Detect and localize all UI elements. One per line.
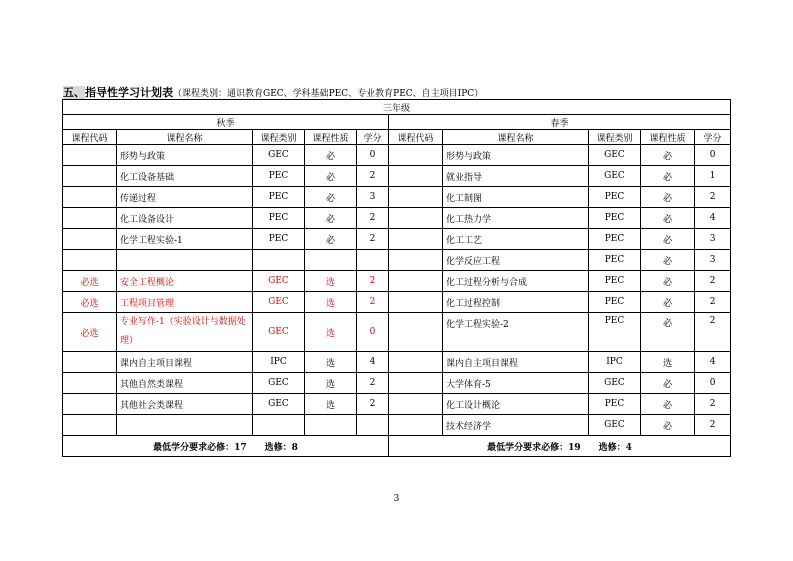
section-subtitle: （课程类别：通识教育GEC、学科基础PEC、专业教育PEC、自主项目IPC） [173, 89, 484, 99]
autumn-type-cell [253, 415, 305, 436]
autumn-type-cell: GEC [253, 373, 305, 394]
spring-name-cell: 化工工艺 [443, 229, 589, 250]
spring-type-cell: GEC [589, 373, 641, 394]
spring-nature-cell: 必 [641, 271, 695, 292]
col-header-name: 课程名称 [443, 130, 589, 145]
spring-type-cell: PEC [589, 250, 641, 271]
autumn-name-cell: 课内自主项目课程 [117, 352, 253, 373]
autumn-name-cell: 其他自然类课程 [117, 373, 253, 394]
autumn-code-cell [63, 415, 117, 436]
col-header-nature: 课程性质 [641, 130, 695, 145]
autumn-type-cell [253, 250, 305, 271]
spring-credit-cell: 0 [695, 145, 731, 166]
spring-nature-cell: 必 [641, 166, 695, 187]
autumn-name-cell: 传递过程 [117, 187, 253, 208]
autumn-credit-cell: 2 [357, 166, 389, 187]
autumn-name-cell: 化学工程实验-1 [117, 229, 253, 250]
spring-name-cell: 化学工程实验-2 [443, 313, 589, 352]
col-header-code: 课程代码 [63, 130, 117, 145]
spring-nature-cell: 选 [641, 352, 695, 373]
spring-nature-cell: 必 [641, 292, 695, 313]
autumn-nature-cell: 必 [305, 229, 357, 250]
spring-credit-summary: 最低学分要求必修：19 选修：4 [389, 436, 731, 457]
spring-type-cell: PEC [589, 208, 641, 229]
spring-type-cell: GEC [589, 166, 641, 187]
table-row [63, 250, 731, 271]
spring-credit-cell: 3 [695, 229, 731, 250]
autumn-type-cell: GEC [253, 394, 305, 415]
autumn-type-cell: GEC [253, 292, 305, 313]
autumn-nature-cell: 选 [305, 373, 357, 394]
autumn-code-cell [63, 250, 117, 271]
table-row [63, 373, 731, 394]
spring-credit-cell: 2 [695, 292, 731, 313]
spring-type-cell: PEC [589, 313, 641, 352]
spring-code-cell [389, 271, 443, 292]
spring-nature-cell: 必 [641, 250, 695, 271]
autumn-credit-cell: 2 [357, 373, 389, 394]
spring-code-cell [389, 208, 443, 229]
autumn-code-cell [63, 208, 117, 229]
study-plan-table [62, 99, 731, 457]
autumn-nature-cell: 选 [305, 352, 357, 373]
spring-type-cell: PEC [589, 394, 641, 415]
spring-name-cell: 化学反应工程 [443, 250, 589, 271]
spring-nature-cell: 必 [641, 373, 695, 394]
spring-name-cell: 化工热力学 [443, 208, 589, 229]
autumn-code-cell [63, 352, 117, 373]
section-title: 指导性学习计划表 [85, 86, 173, 99]
autumn-name-cell: 化工设备基础 [117, 166, 253, 187]
spring-name-cell: 化工过程控制 [443, 292, 589, 313]
autumn-nature-cell: 选 [305, 292, 357, 313]
spring-type-cell: PEC [589, 292, 641, 313]
autumn-type-cell: PEC [253, 187, 305, 208]
autumn-nature-cell: 必 [305, 145, 357, 166]
autumn-nature-cell: 选 [305, 271, 357, 292]
autumn-nature-cell: 必 [305, 166, 357, 187]
autumn-credit-cell: 2 [357, 208, 389, 229]
grade-header: 三年级 [63, 100, 731, 115]
spring-code-cell [389, 145, 443, 166]
table-row [63, 352, 731, 373]
spring-credit-cell: 2 [695, 394, 731, 415]
col-header-type: 课程类别 [253, 130, 305, 145]
col-header-type: 课程类别 [589, 130, 641, 145]
autumn-credit-cell: 2 [357, 271, 389, 292]
autumn-name-cell [117, 250, 253, 271]
autumn-nature-cell [305, 250, 357, 271]
spring-nature-cell: 必 [641, 313, 695, 352]
spring-credit-cell: 1 [695, 166, 731, 187]
autumn-name-cell: 其他社会类课程 [117, 394, 253, 415]
table-row [63, 208, 731, 229]
autumn-type-cell: PEC [253, 229, 305, 250]
spring-nature-cell: 必 [641, 208, 695, 229]
autumn-nature-cell: 必 [305, 187, 357, 208]
section-heading [63, 84, 483, 100]
autumn-type-cell: IPC [253, 352, 305, 373]
autumn-code-cell [63, 394, 117, 415]
spring-code-cell [389, 166, 443, 187]
autumn-credit-cell: 2 [357, 292, 389, 313]
autumn-credit-cell: 4 [357, 352, 389, 373]
autumn-name-cell: 形势与政策 [117, 145, 253, 166]
autumn-credit-cell [357, 415, 389, 436]
spring-type-cell: GEC [589, 415, 641, 436]
table-row [63, 271, 731, 292]
spring-code-cell [389, 313, 443, 352]
table-row [63, 187, 731, 208]
autumn-credit-summary: 最低学分要求必修：17 选修：8 [63, 436, 389, 457]
spring-code-cell [389, 352, 443, 373]
col-header-name: 课程名称 [117, 130, 253, 145]
spring-name-cell: 就业指导 [443, 166, 589, 187]
autumn-type-cell: GEC [253, 271, 305, 292]
spring-credit-cell: 3 [695, 250, 731, 271]
section-number: 五、 [63, 86, 85, 99]
spring-type-cell: GEC [589, 145, 641, 166]
table-row [63, 415, 731, 436]
spring-name-cell: 形势与政策 [443, 145, 589, 166]
autumn-code-cell [63, 187, 117, 208]
autumn-type-cell: GEC [253, 145, 305, 166]
spring-nature-cell: 必 [641, 187, 695, 208]
spring-nature-cell: 必 [641, 229, 695, 250]
table-row [63, 166, 731, 187]
autumn-nature-cell: 必 [305, 208, 357, 229]
spring-nature-cell: 必 [641, 145, 695, 166]
autumn-name-cell: 工程项目管理 [117, 292, 253, 313]
spring-credit-cell: 4 [695, 352, 731, 373]
spring-type-cell: PEC [589, 229, 641, 250]
autumn-credit-cell: 0 [357, 313, 389, 352]
col-header-nature: 课程性质 [305, 130, 357, 145]
spring-header: 春季 [389, 115, 731, 130]
spring-code-cell [389, 250, 443, 271]
table-row [63, 313, 731, 352]
autumn-credit-cell [357, 250, 389, 271]
spring-code-cell [389, 229, 443, 250]
spring-code-cell [389, 292, 443, 313]
autumn-code-cell [63, 166, 117, 187]
autumn-code-cell [63, 373, 117, 394]
autumn-code-cell: 必选 [63, 313, 117, 352]
spring-credit-cell: 2 [695, 313, 731, 352]
col-header-credit: 学分 [695, 130, 731, 145]
spring-name-cell: 技术经济学 [443, 415, 589, 436]
col-header-credit: 学分 [357, 130, 389, 145]
spring-type-cell: PEC [589, 187, 641, 208]
spring-name-cell: 化工设计概论 [443, 394, 589, 415]
autumn-nature-cell [305, 415, 357, 436]
spring-nature-cell: 必 [641, 415, 695, 436]
table-row [63, 394, 731, 415]
spring-name-cell: 化工过程分析与合成 [443, 271, 589, 292]
autumn-code-cell: 必选 [63, 292, 117, 313]
spring-code-cell [389, 415, 443, 436]
spring-name-cell: 课内自主项目课程 [443, 352, 589, 373]
autumn-credit-cell: 2 [357, 394, 389, 415]
col-header-code: 课程代码 [389, 130, 443, 145]
autumn-nature-cell: 选 [305, 313, 357, 352]
table-row [63, 292, 731, 313]
autumn-code-cell [63, 145, 117, 166]
spring-code-cell [389, 394, 443, 415]
autumn-type-cell: GEC [253, 313, 305, 352]
autumn-credit-cell: 3 [357, 187, 389, 208]
autumn-credit-cell: 2 [357, 229, 389, 250]
autumn-credit-cell: 0 [357, 145, 389, 166]
spring-credit-cell: 0 [695, 373, 731, 394]
spring-nature-cell: 必 [641, 394, 695, 415]
autumn-name-cell [117, 415, 253, 436]
spring-type-cell: IPC [589, 352, 641, 373]
autumn-code-cell: 必选 [63, 271, 117, 292]
autumn-type-cell: PEC [253, 166, 305, 187]
spring-code-cell [389, 187, 443, 208]
table-row [63, 145, 731, 166]
autumn-nature-cell: 选 [305, 394, 357, 415]
autumn-header: 秋季 [63, 115, 389, 130]
page-number: 3 [393, 494, 400, 504]
spring-credit-cell: 2 [695, 271, 731, 292]
autumn-name-cell: 安全工程概论 [117, 271, 253, 292]
table-row [63, 229, 731, 250]
spring-name-cell: 大学体育-5 [443, 373, 589, 394]
spring-name-cell: 化工制图 [443, 187, 589, 208]
autumn-code-cell [63, 229, 117, 250]
spring-code-cell [389, 373, 443, 394]
summary-row [63, 436, 731, 457]
autumn-name-cell: 专业写作-1（实验设计与数据处理） [117, 313, 253, 352]
spring-type-cell: PEC [589, 271, 641, 292]
spring-credit-cell: 2 [695, 187, 731, 208]
autumn-name-cell: 化工设备设计 [117, 208, 253, 229]
spring-credit-cell: 2 [695, 415, 731, 436]
spring-credit-cell: 4 [695, 208, 731, 229]
autumn-type-cell: PEC [253, 208, 305, 229]
